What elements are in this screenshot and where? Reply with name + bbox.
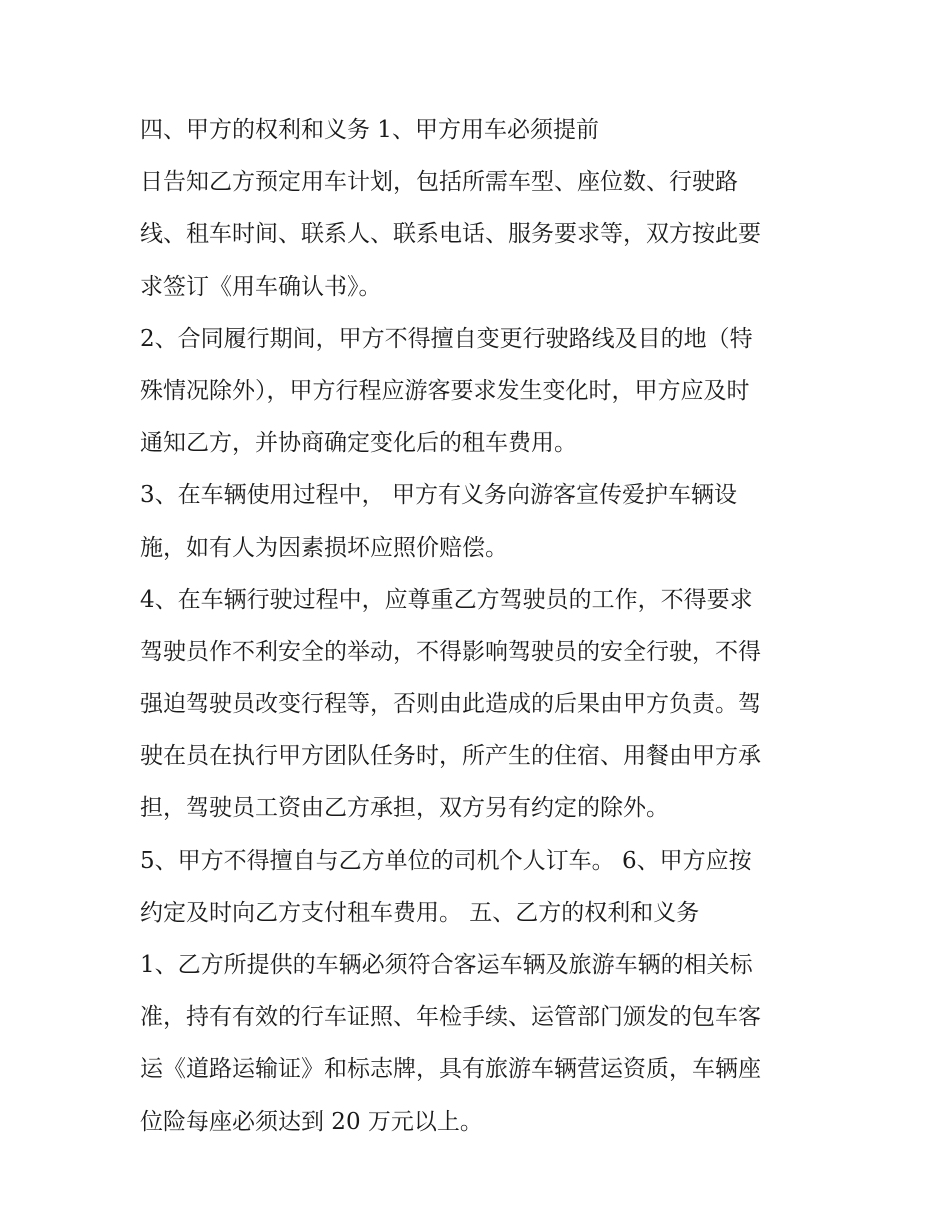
text-line: 驾驶员作不利安全的举动，不得影响驾驶员的安全行驶，不得 xyxy=(140,638,761,665)
text-line: 强迫驾驶员改变行程等，否则由此造成的后果由甲方负责。驾 xyxy=(140,691,761,718)
document-body xyxy=(140,104,820,1148)
text-line: 驶在员在执行甲方团队任务时，所产生的住宿、用餐由甲方承 xyxy=(140,743,761,770)
text-line: 运《道路运输证》和标志牌，具有旅游车辆营运资质，车辆座 xyxy=(140,1056,761,1083)
text-line: 准，持有有效的行车证照、年检手续、运管部门颁发的包车客 xyxy=(140,1004,761,1031)
text-line: 四、甲方的权利和义务 1、甲方用车必须提前 xyxy=(140,117,599,143)
text-line: 4、在车辆行驶过程中，应尊重乙方驾驶员的工作，不得要求 xyxy=(140,586,753,613)
text-line: 担，驾驶员工资由乙方承担，双方另有约定的除外。 xyxy=(140,795,669,822)
text-line: 位险每座必须达到 20 万元以上。 xyxy=(140,1108,483,1135)
text-line: 线、租车时间、联系人、联系电话、服务要求等，双方按此要 xyxy=(140,221,761,248)
text-line: 施，如有人为因素损坏应照价赔偿。 xyxy=(140,534,508,561)
text-line: 求签订《用车确认书》。 xyxy=(140,273,382,300)
text-line: 殊情况除外），甲方行程应游客要求发生变化时，甲方应及时 xyxy=(140,377,750,404)
text-line: 2、合同履行期间，甲方不得擅自变更行驶路线及目的地（特 xyxy=(140,325,753,352)
text-line: 5、甲方不得擅自与乙方单位的司机个人订车。 6、甲方应按 xyxy=(140,847,752,874)
text-line: 通知乙方，并协商确定变化后的租车费用。 xyxy=(140,430,577,457)
text-line: 1、乙方所提供的车辆必须符合客运车辆及旅游车辆的相关标 xyxy=(140,952,753,978)
text-line: 约定及时向乙方支付租车费用。 五、乙方的权利和义务 xyxy=(140,899,700,926)
text-line: 日告知乙方预定用车计划，包括所需车型、座位数、行驶路 xyxy=(140,169,738,196)
text-line: 3、在车辆使用过程中， 甲方有义务向游客宣传爱护车辆设 xyxy=(140,482,737,509)
